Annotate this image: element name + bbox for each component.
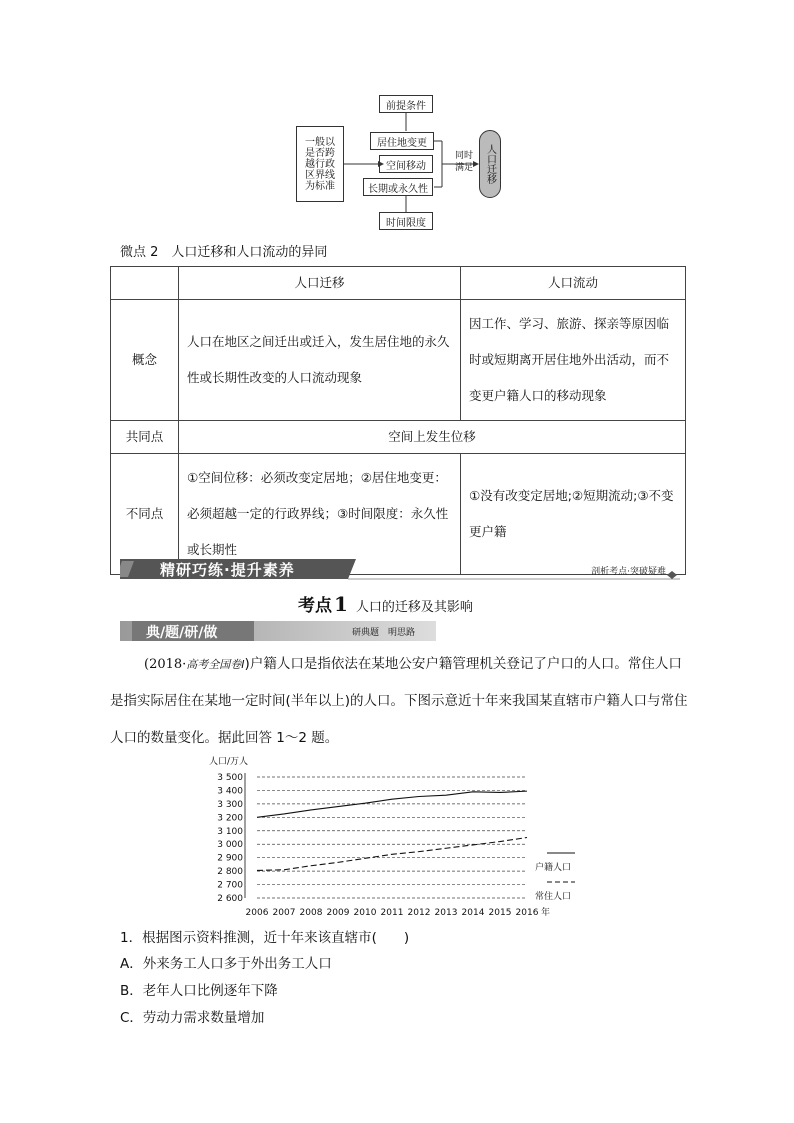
- header-blank: [111, 267, 179, 300]
- table-row: [111, 421, 686, 454]
- sub-banner-title: 典/题/研/做: [146, 625, 218, 641]
- y-tick-label: 2 800: [217, 867, 243, 878]
- x-tick-label: 2011: [380, 908, 404, 918]
- x-tick-label: 2006: [245, 908, 269, 918]
- x-tick-label: 2013: [434, 908, 458, 918]
- x-tick-label: 2008: [299, 908, 323, 918]
- option-c[interactable]: C．劳动力需求数量增加: [120, 1010, 265, 1026]
- population-chart: [205, 754, 575, 922]
- legend-label-resident: 常住人口: [535, 892, 572, 902]
- row-label-difference: 不同点: [111, 454, 179, 575]
- banner-title: 精研巧练·提升素养: [160, 561, 295, 579]
- spatial-box: 空间移动: [379, 155, 433, 173]
- y-axis-label: 人口/万人: [209, 757, 249, 767]
- x-tick-label: 2015: [488, 908, 512, 918]
- sub-banner: [120, 621, 436, 641]
- y-tick-label: 3 000: [217, 840, 243, 851]
- res-change-box: 居住地变更: [370, 132, 434, 150]
- table-header-row: [111, 267, 686, 300]
- cell-common: 空间上发生位移: [179, 421, 686, 454]
- x-tick-label: 2016: [515, 908, 539, 918]
- section-title: 微点 2 人口迁移和人口流动的异同: [120, 245, 328, 260]
- simultaneous-label: 同时满足: [454, 151, 473, 173]
- y-tick-label: 3 200: [217, 813, 243, 824]
- cell-diff-migration: ①空间位移：必须改变定居地；②居住地变更：必须超越一定的行政界线；③时间限度：永久性或长期性: [179, 454, 461, 575]
- kaodian-number: 1: [334, 592, 348, 616]
- intro-paragraph: [110, 646, 688, 757]
- kaodian-label: 考点: [298, 596, 332, 616]
- kaodian-title: 人口的迁移及其影响: [355, 600, 473, 615]
- section-banner: [120, 557, 680, 581]
- option-b[interactable]: B．老年人口比例逐年下降: [120, 983, 278, 999]
- y-tick-label: 2 900: [217, 853, 243, 864]
- premise-box: 前提条件: [379, 95, 433, 113]
- header-migration: 人口迁移: [179, 267, 461, 300]
- result-text: 人口迁移: [484, 144, 496, 184]
- row-label-common: 共同点: [111, 421, 179, 454]
- longterm-box: 长期或永久性: [363, 178, 433, 196]
- y-tick-label: 3 300: [217, 799, 243, 810]
- option-a[interactable]: A．外来务工人口多于外出务工人口: [120, 956, 332, 972]
- criterion-text: 一般以是否跨越行政区界线为标准: [305, 136, 335, 192]
- sub-banner-subtitle: 研典题 明思路: [352, 628, 416, 638]
- legend-label-household: 户籍人口: [535, 863, 572, 873]
- intro-source-italic: 高考全国卷Ⅰ: [186, 658, 245, 671]
- cell-diff-flow: ①没有改变定居地;②短期流动;③不变更户籍: [461, 454, 686, 575]
- cell-concept-flow: 因工作、学习、旅游、探亲等原因临时或短期离开居住地外出活动，而不变更户籍人口的移动现象: [461, 300, 686, 421]
- diagram-connectors: [290, 90, 510, 235]
- row-label-concept: 概念: [111, 300, 179, 421]
- series-line-resident: [257, 838, 527, 871]
- kaodian-heading: [298, 591, 473, 616]
- intro-body: )户籍人口是指依法在某地公安户籍管理机关登记了户口的人口。常住人口是指实际居住在某地一定时间(半年以上)的人口。下图示意近十年来我国某直辖市户籍人口与常住人口的数量变化。据此回答 1～2 题。: [110, 656, 688, 746]
- intro-source: (2018·: [144, 657, 187, 672]
- x-tick-label: 2009: [326, 908, 350, 918]
- x-tick-label: 2010: [353, 908, 377, 918]
- question-stem: 1．根据图示资料推测，近十年来该直辖市( ): [120, 930, 410, 946]
- y-tick-label: 3 400: [217, 786, 243, 797]
- y-tick-label: 2 600: [217, 894, 243, 904]
- x-tick-label: 2007: [272, 908, 296, 918]
- x-tick-label: 2014: [461, 908, 485, 918]
- header-flow: 人口流动: [461, 267, 686, 300]
- y-tick-label: 2 700: [217, 880, 243, 891]
- x-axis-label: 年: [541, 908, 551, 918]
- cell-concept-migration: 人口在地区之间迁出或迁入，发生居住地的永久性或长期性改变的人口流动现象: [179, 300, 461, 421]
- banner-subtitle: 剖析考点·突破疑难: [591, 567, 666, 577]
- y-tick-label: 3 100: [217, 826, 243, 837]
- timelimit-box: 时间限度: [379, 212, 433, 230]
- x-tick-label: 2012: [407, 908, 431, 918]
- comparison-table: [110, 266, 686, 575]
- table-row: [111, 300, 686, 421]
- y-tick-label: 3 500: [217, 773, 243, 783]
